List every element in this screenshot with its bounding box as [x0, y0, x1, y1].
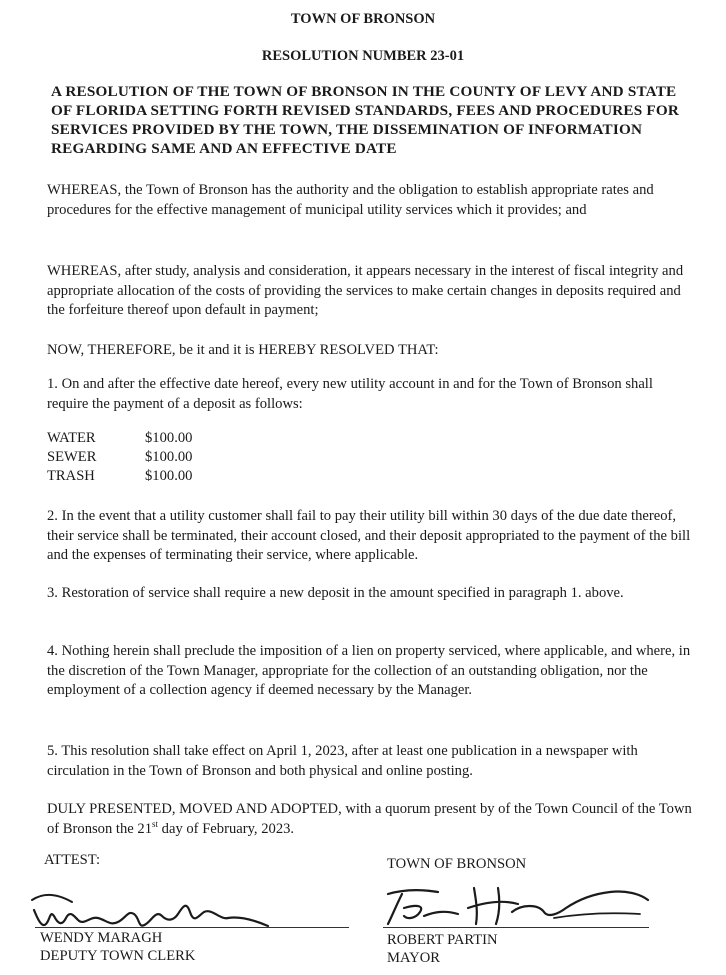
item-2-paragraph: 2. In the event that a utility customer shall fail to pay their utility bill within 30 days of the due date thereof, their service shall be terminated, their account closed, and their deposit appropriated to the payment of the bill and the expenses of terminating their service, where applicable. [47, 508, 691, 563]
deposit-amount: $100.00 [145, 468, 193, 484]
mayor-title: MAYOR [387, 950, 440, 966]
adoption-text-end: day of February, 2023. [158, 820, 295, 837]
whereas-paragraph-2: WHEREAS, after study, analysis and consideration, it appears necessary in the interest of fiscal integrity and appropriate allocation of the costs of providing the services to make certain changes in deposits required and the forfeiture thereof upon default in payment; [47, 263, 684, 318]
deposit-row [47, 448, 192, 467]
clerk-signature-block [40, 929, 195, 965]
deposit-service: TRASH [47, 468, 95, 484]
adoption-text: DULY PRESENTED, MOVED AND ADOPTED, with a quorum present by of the Town Council of the Town of Bronson the 21 [47, 801, 692, 837]
item-1-paragraph: 1. On and after the effective date hereof, every new utility account in and for the Town of Bronson shall require the payment of a deposit as follows: [47, 376, 653, 412]
mayor-signature [378, 878, 658, 938]
clerk-title: DEPUTY TOWN CLERK [40, 948, 196, 964]
item-3-paragraph: 3. Restoration of service shall require a new deposit in the amount specified in paragraph 1. above. [47, 585, 624, 601]
deposit-row [47, 429, 192, 448]
town-name: TOWN OF BRONSON [290, 11, 436, 27]
resolved-clause: NOW, THEREFORE, be it and it is HEREBY RESOLVED THAT: [47, 342, 439, 358]
deposit-table [47, 429, 192, 486]
deposit-row [47, 467, 192, 486]
deposit-amount: $100.00 [145, 449, 193, 465]
town-signature-label: TOWN OF BRONSON [387, 856, 527, 872]
item-5-paragraph: 5. This resolution shall take effect on April 1, 2023, after at least one publication in a newspaper with circulation in the Town of Bronson and both physical and online posting. [47, 743, 638, 779]
resolution-number: RESOLUTION NUMBER 23-01 [261, 48, 465, 64]
whereas-paragraph-1: WHEREAS, the Town of Bronson has the authority and the obligation to establish appropriate rates and procedures for the effective management of municipal utility services which it provides; and [47, 182, 654, 218]
adoption-statement [47, 800, 697, 839]
resolution-title: A RESOLUTION OF THE TOWN OF BRONSON IN THE COUNTY OF LEVY AND STATE OF FLORIDA SETTING FORTH REVISED STANDARDS, FEES AND PROCEDURES FOR SERVICES PROVIDED BY THE TOWN, THE DISSEMINATION OF INFORMATION REGARDING SAME AND AN EFFECTIVE DATE [51, 83, 680, 157]
attest-label: ATTEST: [44, 852, 101, 868]
mayor-name: ROBERT PARTIN [387, 932, 498, 948]
clerk-signature-line [35, 927, 349, 928]
item-4-paragraph: 4. Nothing herein shall preclude the imposition of a lien on property serviced, where applicable, and where, in the discretion of the Town Manager, appropriate for the collection of an outstanding obligation, nor the employment of a collection agency if deemed necessary by the Manager. [47, 643, 691, 698]
deposit-amount: $100.00 [145, 430, 193, 446]
deposit-service: SEWER [47, 449, 97, 465]
mayor-signature-line [383, 927, 649, 928]
adoption-date-suffix: st [152, 818, 159, 829]
deposit-service: WATER [47, 430, 96, 446]
clerk-name: WENDY MARAGH [40, 930, 163, 946]
mayor-signature-block [387, 931, 498, 967]
